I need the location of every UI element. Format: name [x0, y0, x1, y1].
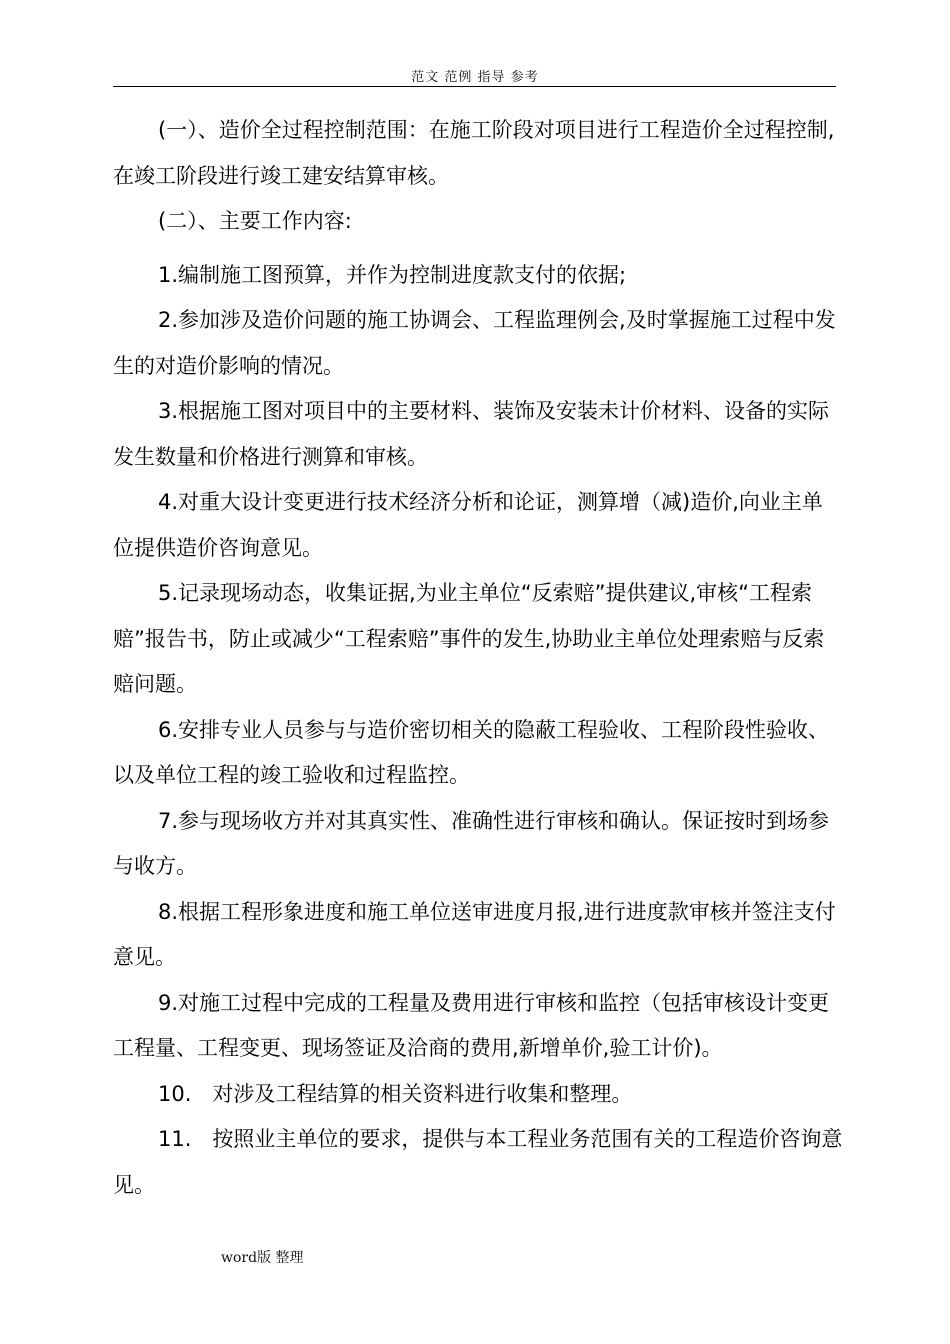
list-item-9: 9.对施工过程中完成的工程量及费用进行审核和监控（包括审核设计变更工程量、工程变更、现场签证及洽商的费用,新增单价,验工计价)。 — [113, 990, 830, 1060]
paragraph-scope: (一）、造价全过程控制范围：在施工阶段对项目进行工程造价全过程控制,在竣工阶段进行竣工建安结算审核。 — [113, 118, 835, 188]
page-footer: word版 整理 — [221, 1250, 304, 1266]
list-item-8: 8.根据工程形象进度和施工单位送审进度月报,进行进度款审核并签注支付意见。 — [113, 899, 836, 969]
list-item-4: 4.对重大设计变更进行技术经济分析和论证，测算增（减)造价,向业主单位提供造价咨询意见。 — [113, 490, 823, 560]
list-item-10: 10. 对涉及工程结算的相关资料进行收集和整理。 — [158, 1081, 633, 1106]
page-header: 范文 范例 指导 参考 — [411, 70, 539, 85]
list-item-6: 6.安排专业人员参与与造价密切相关的隐蔽工程验收、工程阶段性验收、以及单位工程的竣工验收和过程监控。 — [113, 717, 830, 787]
list-item-2: 2.参加涉及造价问题的施工协调会、工程监理例会,及时掌握施工过程中发生的对造价影响的情况。 — [113, 308, 836, 378]
paragraph-main-work-heading: (二）、主要工作内容: — [158, 209, 352, 233]
list-item-5: 5.记录现场动态，收集证据,为业主单位“反索赔”提供建议,审核“工程索赔”报告书，防止或减少“工程索赔”事件的发生,协助业主单位处理索赔与反索赔问题。 — [113, 581, 825, 696]
paragraph-gap — [113, 245, 843, 253]
list-item-11: 11. 按照业主单位的要求，提供与本工程业务范围有关的工程造价咨询意见。 — [113, 1127, 843, 1197]
header-divider — [113, 86, 836, 87]
document-body — [113, 108, 843, 1208]
list-item-3: 3.根据施工图对项目中的主要材料、装饰及安装未计价材料、设备的实际发生数量和价格进行测算和审核。 — [113, 399, 830, 469]
list-item-1: 1.编制施工图预算，并作为控制进度款支付的依据; — [158, 262, 627, 287]
list-item-7: 7.参与现场收方并对其真实性、准确性进行审核和确认。保证按时到场参与收方。 — [113, 808, 830, 878]
